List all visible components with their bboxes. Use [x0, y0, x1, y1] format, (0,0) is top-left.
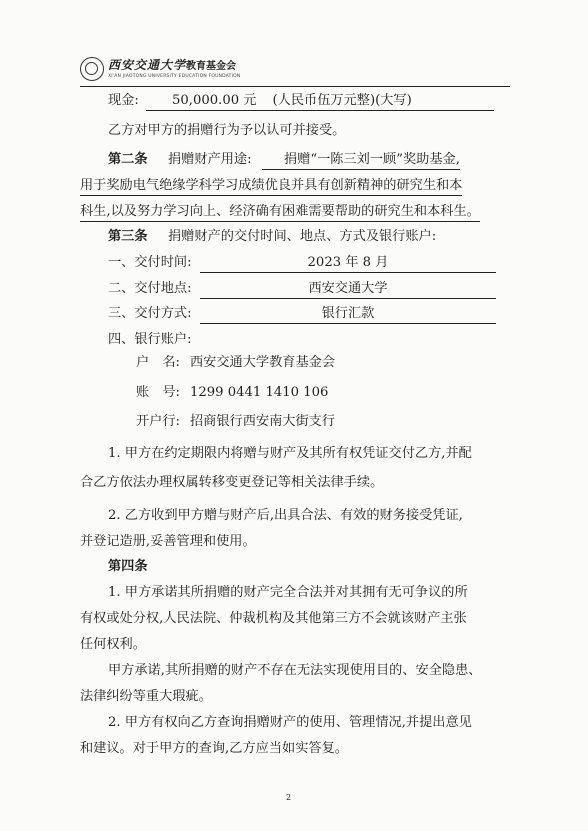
article3-heading: 第三条 — [108, 229, 148, 244]
delivery-place-field: 西安交通大学 — [200, 280, 496, 299]
account-name-label: 户 名: — [136, 355, 181, 370]
page-number: 2 — [286, 793, 292, 802]
article4-para2-line1: 甲方承诺,其所捐赠的财产不存在无法实现使用目的、安全隐患、 — [108, 663, 482, 678]
bank-account-label: 四、银行账户: — [108, 332, 192, 347]
article2-heading: 第二条 — [108, 152, 148, 167]
article3-para2-line2: 并登记造册,妥善管理和使用。 — [80, 534, 256, 549]
account-name-value: 西安交通大学教育基金会 — [190, 355, 336, 370]
letterhead-english: XI'AN JIAOTONG UNIVERSITY EDUCATION FOUNDATION — [108, 74, 241, 79]
article4-para1-line2: 有权或处分权,人民法院、仲裁机构及其他第三方不会就该财产主张 — [80, 611, 467, 626]
header-divider — [80, 86, 510, 87]
article4-heading: 第四条 — [108, 559, 148, 574]
bank-branch-label: 开户行: — [136, 414, 181, 429]
article2-line3: 科生,以及努力学习向上、经济确有困难需要帮助的研究生和本科生。 — [80, 203, 480, 222]
letterhead-title: 西安交通大学教育基金会 — [108, 58, 237, 72]
account-number-value: 1299 0441 1410 106 — [190, 385, 329, 400]
article4-para1-line1: 1. 甲方承诺其所捐赠的财产完全合法并对其拥有无可争议的所 — [108, 585, 468, 600]
article3-title: 捐赠财产的交付时间、地点、方式及银行账户: — [168, 229, 437, 244]
delivery-time-field: 2023 年 8 月 — [200, 254, 496, 273]
cash-label: 现金: — [108, 93, 139, 108]
bank-branch-value: 招商银行西安南大街支行 — [190, 414, 336, 429]
article4-para2-line2: 法律纠纷等重大瑕疵。 — [80, 689, 212, 704]
article2-label: 捐赠财产用途: — [168, 152, 252, 167]
cash-amount-field: 50,000.00 元 (人民币伍万元整)(大写) — [146, 92, 494, 111]
university-seal-icon — [80, 57, 104, 81]
article4-para3-line1: 2. 甲方有权向乙方查询捐赠财产的使用、管理情况,并提出意见 — [108, 715, 472, 730]
article2-line2: 用于奖励电气绝缘学科学习成绩优良并具有创新精神的研究生和本 — [80, 177, 462, 196]
delivery-time-label: 一、交付时间: — [108, 255, 192, 270]
article4-para3-line2: 和建议。对于甲方的查询,乙方应当如实答复。 — [80, 741, 348, 756]
article3-para1-line1: 1. 甲方在约定期限内将赠与财产及其所有权凭证交付乙方,并配 — [108, 446, 472, 461]
article4-para1-line3: 任何权利。 — [80, 637, 146, 652]
delivery-method-field: 银行汇款 — [200, 305, 496, 324]
account-number-label: 账 号: — [136, 385, 181, 400]
article2-line1: 捐赠“一陈三刘一顾”奖助基金, — [262, 151, 460, 170]
delivery-place-label: 二、交付地点: — [108, 281, 192, 296]
article3-para2-line1: 2. 乙方收到甲方赠与财产后,出具合法、有效的财务接受凭证, — [108, 508, 463, 523]
delivery-method-label: 三、交付方式: — [108, 306, 192, 321]
accept-text: 乙方对甲方的捐赠行为予以认可并接受。 — [108, 123, 346, 138]
letterhead — [80, 56, 240, 82]
article3-para1-line2: 合乙方依法办理权属转移变更登记等相关法律手续。 — [80, 475, 384, 490]
